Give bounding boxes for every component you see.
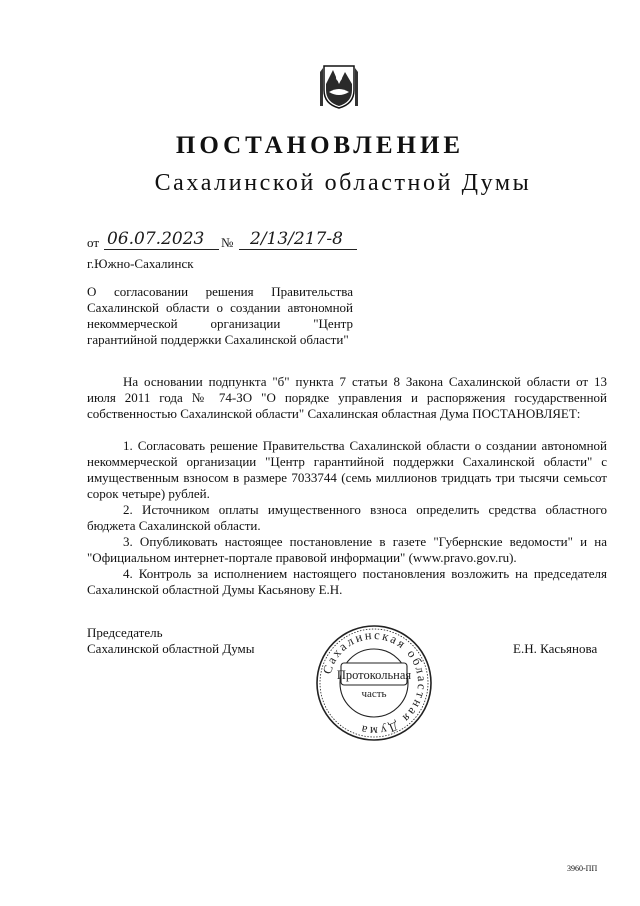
stamp-inner-line2: часть: [361, 688, 387, 700]
handwritten-date: 06.07.2023: [107, 229, 205, 249]
subject-block: [87, 284, 353, 348]
resolution-item-3: 3. Опубликовать настоящее постановление в газете "Губернские ведомости" и на "Официальном интернет-портале правовой информации" (www.pravo.gov.ru).: [87, 534, 607, 565]
sakhalin-coat-of-arms-icon: [319, 62, 359, 110]
signatory-position: [87, 625, 255, 657]
date-underline: [104, 249, 219, 250]
stamp-inner-line1: Протокольная: [336, 668, 412, 682]
signatory-position-line2: Сахалинской областной Думы: [87, 641, 255, 656]
resolution-item-1: 1. Согласовать решение Правительства Сахалинской области о создании автономной некоммерческой организации "Центр гарантийной поддержки Сахалинской области" с имущественным взносом в размере 7033744 (семь миллионов тридцать три тысячи семьсот сорок четыре) рублей.: [87, 438, 607, 501]
signatory-position-line1: Председатель: [87, 625, 163, 640]
city-line: г.Южно-Сахалинск: [87, 256, 194, 271]
footer-code: 3960-ПП: [567, 864, 598, 873]
preamble-paragraph: На основании подпункта "б" пункта 7 статьи 8 Закона Сахалинской области от 13 июля 2011 года № 74-ЗО "О порядке управления и распоряжения государственной собственностью Сахалинской области" Сахалинская областная Дума ПОСТАНОВЛЯЕТ:: [87, 374, 607, 421]
resolution-item-4: 4. Контроль за исполнением настоящего постановления возложить на председателя Сахалинской областной Думы Касьянову Е.Н.: [87, 566, 607, 597]
official-stamp: [314, 623, 434, 743]
document-subtitle: Сахалинской областной Думы: [154, 170, 532, 196]
document-title: ПОСТАНОВЛЕНИЕ: [175, 132, 465, 159]
stamp-graphic: [314, 623, 434, 743]
subject-text: О согласовании решения Правительства Сахалинской области о создании автономной некоммерческой организации "Центр гарантийной поддержки Сахалинской области": [87, 284, 353, 347]
signatory-name: Е.Н. Касьянова: [513, 641, 598, 656]
resolution-body: [87, 374, 607, 598]
number-label: №: [221, 235, 234, 250]
number-underline: [239, 249, 357, 250]
date-from-label: от: [87, 235, 100, 250]
resolution-item-2: 2. Источником оплаты имущественного взноса определить средства областного бюджета Сахалинской области.: [87, 502, 607, 533]
stamp-ring-text: Сахалинская областная Дума: [319, 627, 430, 739]
coat-of-arms: [319, 62, 359, 110]
handwritten-number: 2/13/217-8: [250, 229, 343, 249]
